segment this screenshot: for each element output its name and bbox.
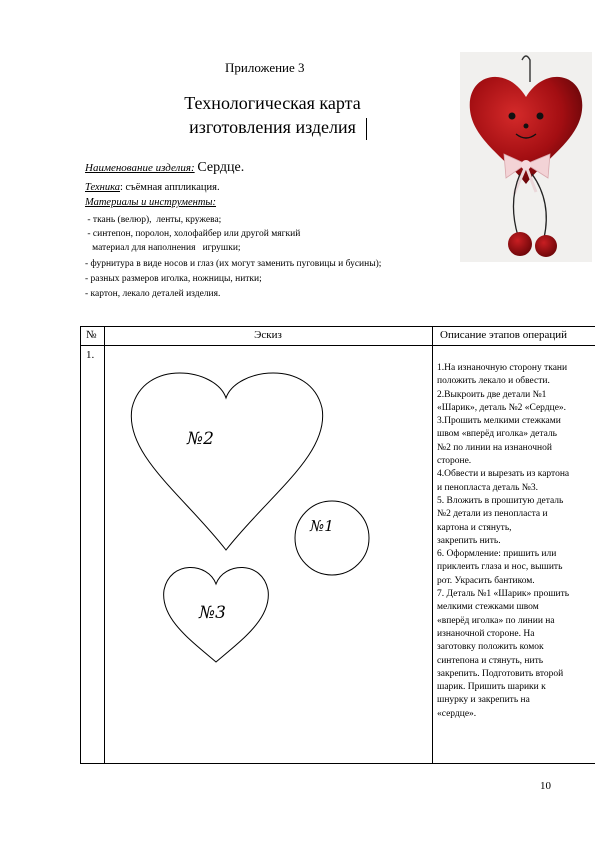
row-number: 1. [86, 349, 95, 361]
step-line: положить лекало и обвести. [437, 376, 550, 387]
steps-description [437, 362, 595, 721]
step-line: картона и стянуть, [437, 522, 512, 533]
table-border-bottom [80, 763, 595, 764]
material-item: - синтепон, поролон, холофайбер или другой мягкий [85, 229, 301, 239]
step-line: шнурку и закрепить на [437, 695, 530, 706]
page-title-line2: изготовления изделия [189, 117, 356, 137]
material-item: - фурнитура в виде носов и глаз (их могут заменить пуговицы и бусины); [85, 259, 382, 269]
material-item: - разных размеров иголка, ножницы, нитки; [85, 274, 262, 284]
step-line: швом «вперёд иголка» деталь [437, 429, 558, 440]
shape-label: №1 [310, 517, 334, 535]
column-header-sketch: Эскиз [254, 329, 282, 341]
step-line: №2 по линии на изнаночной [437, 442, 552, 453]
step-line: «Шарик», деталь №2 «Сердце». [437, 402, 567, 413]
step-line: «вперёд иголка» по линии на [437, 615, 555, 626]
step-line: 6. Оформление: пришить или [437, 549, 557, 560]
step-line: синтепона и стянуть, нить [437, 655, 544, 666]
material-item: - ткань (велюр), ленты, кружева; [85, 215, 222, 225]
material-item: - картон, лекало деталей изделия. [85, 289, 221, 299]
appendix-label: Приложение 3 [225, 60, 305, 75]
step-line: 4.Обвести и вырезать из картона [437, 469, 570, 480]
material-item: материал для наполнения игрушки; [85, 243, 241, 253]
step-line: 7. Деталь №1 «Шарик» прошить [437, 589, 570, 600]
technique-line [85, 182, 220, 193]
column-header-description: Описание этапов операций [440, 329, 568, 341]
column-header-number: № [86, 329, 97, 341]
table-border-top [80, 326, 595, 327]
table-column-divider [432, 326, 433, 763]
table-border-left [80, 326, 81, 763]
page-title-line1: Технологическая карта [184, 93, 361, 113]
heart-pattern-large [131, 373, 322, 550]
shape-label: №3 [199, 603, 226, 623]
step-line: и пенопласта деталь №3. [437, 482, 538, 493]
step-line: 1.На изнаночную сторону ткани [437, 363, 568, 373]
product-name-label: Наименование изделия: [85, 162, 195, 174]
circle-pattern [295, 501, 369, 575]
technique-label: Техника [85, 182, 121, 193]
technique-value: : съёмная аппликация. [120, 182, 220, 193]
product-photo [460, 52, 592, 262]
step-line: закрепить. Подготовить второй [437, 668, 564, 679]
step-line: заготовку положить комок [437, 642, 544, 653]
step-line: №2 детали из пенопласта и [437, 509, 548, 520]
step-line: изнаночной стороне. На [437, 628, 535, 639]
pattern-sketch [104, 346, 432, 762]
step-line: 5. Вложить в прошитую деталь [437, 495, 564, 506]
step-line: стороне. [437, 456, 472, 467]
step-line: 3.Прошить мелкими стежками [437, 416, 561, 427]
step-line: шарик. Пришить шарики к [437, 682, 546, 693]
step-line: «сердце». [437, 708, 477, 719]
product-name-value: Сердце. [197, 160, 245, 175]
step-line: рот. Украсить бантиком. [437, 575, 535, 586]
product-name-line [85, 160, 244, 176]
page-number: 10 [540, 780, 551, 792]
materials-heading [85, 197, 216, 208]
materials-label: Материалы и инструменты: [85, 197, 217, 208]
step-line: закрепить нить. [437, 535, 501, 546]
shape-label: №2 [187, 429, 214, 449]
text-cursor [366, 118, 367, 140]
step-line: приклеить глаза и нос, вышить [437, 562, 563, 573]
step-line: 2.Выкроить две детали №1 [437, 389, 547, 400]
step-line: мелкими стежками швом [437, 602, 539, 613]
